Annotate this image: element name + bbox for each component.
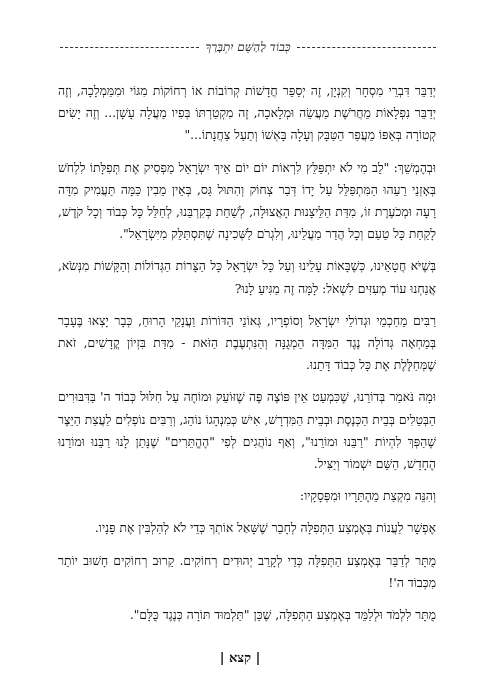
header-title: כְּבוֹד לַהַשֵּׁם יִתְבָּרַךְ (205, 40, 291, 54)
paragraph: בְּשֶׁיֹּא חֲטָאֵינוּ, כְּשֶׁבָּאוֹת עָלֵינוּ וְעַל כָּל יִשְׂרָאֵל כָּל הַצָּרוֹת הַגְּדוֹלוֹת וְהַקָּשׁוֹת מִנְּשֹׂא, אֲנַחְנוּ עוֹד מְעִזִּים לִשְׁאֹל: לָמָּה זֶה מַגִּיעַ לָנוּ? (58, 259, 436, 296)
paragraph: אֶפְשָׁר לַעֲנוֹת בְּאֶמְצַע הַתְּפִלָּה לְחָבֵר שֶׁשָּׁאַל אוֹתְךָ כְּדֵי לֹא לְהַלְבִּין אֶת פָּנָיו. (94, 521, 436, 536)
page-body (58, 80, 436, 636)
paragraph: רַבִּים מֵחַכְמֵי וּגְדוֹלֵי יִשְׂרָאֵל וְסוֹפְרָיו, גְּאוֹנֵי הַדּוֹרוֹת וַעֲנָקֵי הָרוּחַ, כְּבָר יָצְאוּ בֶּעָבָר בְּמַחְאָה גְּדוֹלָה נֶגֶד הַמִּדָּה הַמְגֻנָּה וְהַנִּתְעֶבֶת הַזֹּאת - מִדַּת בִּזְיוֹן קֳדָשִׁים, זֹאת שֶׁמְּחַלֶּלֶת אֶת כָּל כְּבוֹד דָּתֵנוּ. (58, 313, 436, 373)
paragraph: מֻתָּר לְדַבֵּר בְּאֶמְצַע הַתְּפִלָּה כְּדֵי לְקָרֵב יְהוּדִים רְחוֹקִים. קֵרוּב רְחוֹקִים חָשׁוּב יוֹתֵר מִכְּבוֹד ה'! (58, 553, 436, 590)
paragraph: מֻתָּר לִלְמֹד וּלְלַמֵּד בְּאֶמְצַע הַתְּפִלָּה, שֶׁכֵּן "תַּלְמוּד תּוֹרָה כְּנֶגֶד כֻּלָּם". (129, 608, 436, 623)
header-rule-right (297, 47, 436, 48)
paragraph: וּמָה נֹּאמַר בְּדוֹרֵנוּ, שֶׁכִּמְעַט אֵין פּוֹצֶה פֶּה שֶׁזּוֹעֵק וּמוֹחֶה עַל חִלּוּל כְּבוֹד ה' בַּדִּבּוּרִים הַבְּטֵלִים בְּבֵית הַכְּנֶסֶת וּבְבֵית הַמִּדְרָשׁ, אִישׁ כְּמִנְהָגוֹ נוֹהֵג, וְרַבִּים נוֹפְלִים לַעֲצַת הַיֵּצֶר שֶׁהַפְּךְ לִהְיוֹת "רַבֵּנוּ וּמוֹרֵנוּ", וְאַף נוֹהֲגִים לְפִי "הֶהֱתֵּרִים" שֶׁנָּתַן לָנוּ רַבֵּנוּ וּמוֹרֵנוּ הֶחָדָשׁ, הַשֵּׁם יִשְׁמוֹר וְיַצִּיל. (58, 390, 436, 472)
paragraph: וְהִנֵּה מִקְצַת מֵהֶתֵּרָיו וּמִפְּסָקָיו: (299, 489, 436, 504)
paragraph: יְדַבֵּר דִּבְרֵי מִסְחָר וְקִנְיָן, זֶה יְסַפֵּר חֲדָשׁוֹת קְרוֹבוֹת אוֹ רְחוֹקוֹת מִגּוֹי וּמִמַּמְלָכָה, וְזֶה יְדַבֵּר נִפְלָאוֹת מֵחֲרֹשֶׁת מַעֲשֵׂה וּמְלָאכָה, זֶה מִקְטַרְתּוֹ בְּפִיו מַעֲלָה עָשָׁן... וְזֶה יָשִׂים קְטוֹרָה בְּאַפּוֹ מֵעֲפַר הַטַּבָּק וְעָלָה בָּאְשׁוֹ וְתַעַל צַחֲנָתוֹ..." (58, 84, 436, 143)
running-header (60, 40, 436, 55)
paragraph: וּבְהֶמְשֵׁךְ: "לֵב מִי לֹא יִתְפַּלֵּץ לִרְאוֹת יוֹם יוֹם אֵיךְ יִשְׂרָאֵל מַפְסִיק אֶת תְּפִלָּתוֹ לִלְחֹשׁ בְּאָזְנֵי רֵעֵהוּ הַמִּתְפַּלֵּל עַל יָדוֹ דְּבַר צְחוֹק וְהִתּוּל גַּס, בְּאֵין מֵבִין כַּמָּה תַּעֲמִיק מִדָּה רָעָה וּמְכֹעֶרֶת זוֹ, מִדַּת הַלֵּיצָנוּת הָאֲצוּלָה, לְשַׁחֵת בְּקִרְבֵּנוּ, לְחַלֵּל כָּל כְּבוֹד וְכָל קֹדֶשׁ, לָקַחַת כָּל טַעַם וְכָל הֲדַר מַעֲלֵינוּ, וְלִגְרֹם לַשְּׁכִינָה שֶׁתִּסְתַּלֵּק מִיִּשְׂרָאֵל". (58, 160, 436, 242)
header-rule-left (60, 47, 199, 48)
page-number: | קצא | (219, 651, 261, 666)
